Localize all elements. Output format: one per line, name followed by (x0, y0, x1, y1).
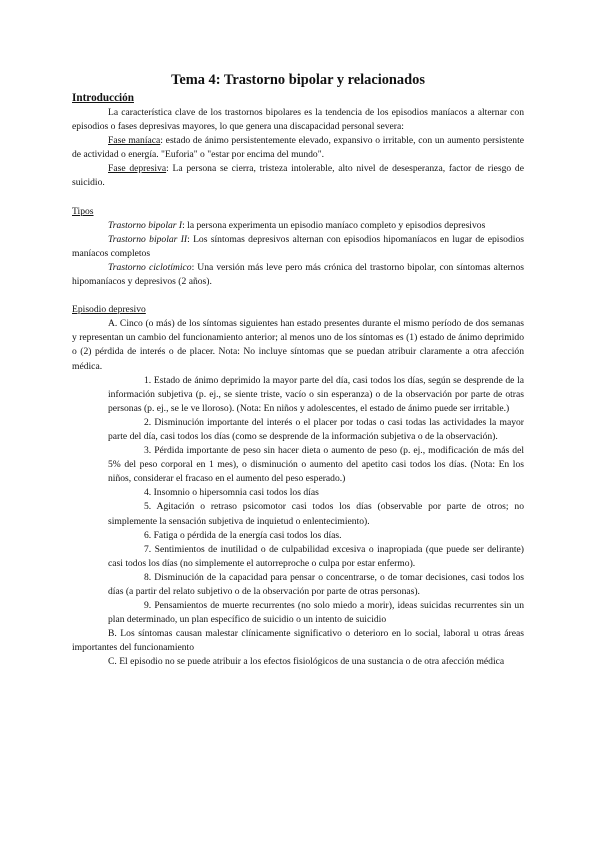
depression-text: : La persona se cierra, tristeza intolerable, alto nivel de desesperanza, factor de riesgo de suicidio. (72, 163, 524, 189)
section-heading-introduccion: Introducción (72, 92, 134, 104)
document-page (72, 72, 524, 670)
symptom-item: 1. Estado de ánimo deprimido la mayor parte del día, casi todos los días, según se desprende de la información subjetiva (p. ej., se siente triste, vacío o sin esperanza) o de la observación por parte de otras personas (p. ej., se le ve lloroso). (Nota: En niños y adolescentes, el estado de ánimo puede ser irritable.) (108, 374, 524, 414)
symptom-item: 3. Pérdida importante de peso sin hacer dieta o aumento de peso (p. ej., modificación de más del 5% del peso corporal en 1 mes), o disminución o aumento del apetito casi todos los días. (Nota: En los niños, considerar el fracaso en el aumento del peso esperado.) (108, 445, 524, 485)
section-heading-episodio: Episodio depresivo (72, 304, 146, 316)
intro-paragraph: La característica clave de los trastornos bipolares es la tendencia de los episodios maníacos a alternar con episodios o fases depresivas mayores, lo que genera una discapacidad personal severa: (72, 107, 524, 133)
section-heading-tipos: Tipos (72, 205, 94, 217)
criterion-b: B. Los síntomas causan malestar clínicamente significativo o deterioro en lo social, laboral u otras áreas importantes del funcionamiento (72, 628, 524, 654)
criterion-a: A. Cinco (o más) de los síntomas siguientes han estado presentes durante el mismo período de dos semanas y representan un cambio del funcionamiento anterior; al menos uno de los síntomas es (1) estado de ánimo deprimido o (2) pérdida de interés o de placer. Nota: No incluye síntomas que se puedan atribuir claramente a otra afección médica. (72, 318, 524, 372)
tipo-item (72, 219, 524, 233)
depression-definition (72, 162, 524, 190)
mania-label: Fase maníaca (108, 135, 161, 147)
tipo-item (72, 261, 524, 289)
depression-label: Fase depresiva (108, 163, 167, 175)
tipo-text: : Los síntomas depresivos alternan con episodios hipomaníacos en lugar de episodios maníacos completos (72, 233, 524, 259)
symptom-item: 6. Fatiga o pérdida de la energía casi todos los días. (144, 529, 342, 541)
tipo-label: Trastorno bipolar II (108, 233, 188, 245)
tipo-label: Trastorno ciclotímico (108, 261, 192, 273)
mania-text: : estado de ánimo persistentemente elevado, expansivo o irritable, con un aumento persistente de actividad o energía. "Euforia" o "estar por encima del mundo". (72, 135, 524, 161)
symptom-item: 4. Insomnio o hipersomnia casi todos los días (144, 487, 319, 499)
mania-definition (72, 134, 524, 162)
tipo-text: : la persona experimenta un episodio maníaco completo y episodios depresivos (182, 219, 486, 231)
tipo-label: Trastorno bipolar I (108, 219, 183, 231)
tipo-item (72, 233, 524, 261)
criterion-c: C. El episodio no se puede atribuir a los efectos fisiológicos de una sustancia o de otra afección médica (108, 656, 505, 668)
symptom-item: 9. Pensamientos de muerte recurrentes (no solo miedo a morir), ideas suicidas recurrentes sin un plan determinado, un plan específico de suicidio o un intento de suicidio (108, 600, 524, 626)
symptom-item: 5. Agitación o retraso psicomotor casi todos los días (observable por parte de otros; no simplemente la sensación subjetiva de inquietud o enlentecimiento). (108, 501, 524, 527)
tipo-text: : Una versión más leve pero más crónica del trastorno bipolar, con síntomas alternos hipomaníacos y depresivos (2 años). (72, 261, 524, 288)
symptom-item: 2. Disminución importante del interés o el placer por todas o casi todas las actividades la mayor parte del día, casi todos los días (como se desprende de la información subjetiva o de la observación). (108, 416, 524, 442)
symptom-item: 7. Sentimientos de inutilidad o de culpabilidad excesiva o inapropiada (que puede ser delirante) casi todos los días (no simplemente el autorreproche o culpa por estar enfermo). (108, 543, 524, 569)
symptom-item: 8. Disminución de la capacidad para pensar o concentrarse, o de tomar decisiones, casi todos los días (a partir del relato subjetivo o de la observación por parte de otras personas). (108, 571, 524, 597)
page-title: Tema 4: Trastorno bipolar y relacionados (171, 72, 425, 88)
